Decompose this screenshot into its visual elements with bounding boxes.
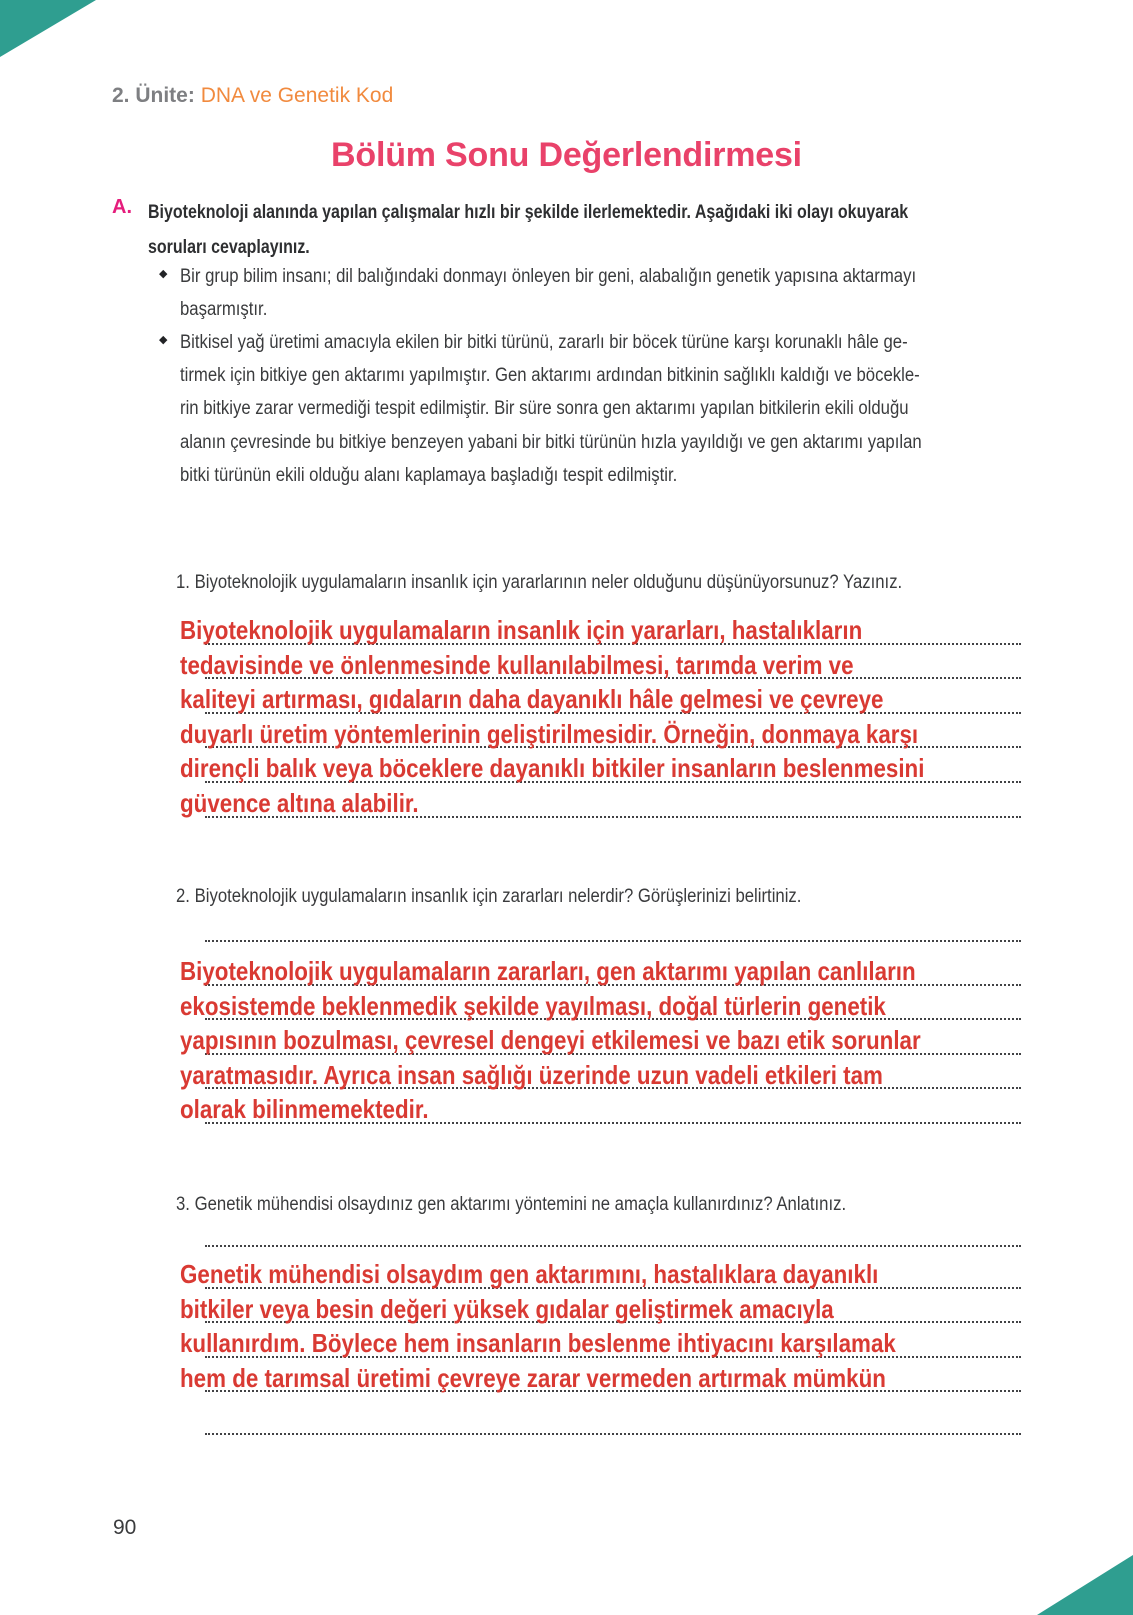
unit-title: DNA ve Genetik Kod <box>200 84 394 107</box>
bullet-line: alanın çevresinde bu bitkiye benzeyen yabani bir bitki türünün hızla yayıldığı ve gen aktarımı yapılan <box>180 431 922 453</box>
answer-line: Genetik mühendisi olsaydım gen aktarımını, hastalıklara dayanıklı <box>180 1257 1030 1292</box>
answer-line: hem de tarımsal üretimi çevreye zarar vermeden artırmak mümkün <box>180 1361 1030 1396</box>
dotted-answer-rule <box>205 1245 1021 1247</box>
question-number: 2. <box>176 886 190 907</box>
answer-3 <box>180 1257 1030 1395</box>
corner-accent-top-left <box>0 0 96 57</box>
question-1 <box>176 570 1001 596</box>
answer-line: bitkiler veya besin değeri yüksek gıdalar geliştirmek amacıyla <box>180 1292 1030 1327</box>
answer-line: Biyoteknolojik uygulamaların zararları, gen aktarımı yapılan canlıların <box>180 954 1030 989</box>
answer-line: kullanırdım. Böylece hem insanların beslenme ihtiyacını karşılamak <box>180 1326 1030 1361</box>
bullet-line: başarmıştır. <box>180 299 268 321</box>
unit-header <box>112 84 393 108</box>
instruction-line: Biyoteknoloji alanında yapılan çalışmalar hızlı bir şekilde ilerlemektedir. Aşağıdaki iki olayı okuyarak <box>148 201 909 223</box>
dotted-answer-rule <box>205 1433 1021 1435</box>
question-number: 1. <box>176 572 190 593</box>
dotted-answer-rule <box>205 940 1021 942</box>
bullet-line: Bitkisel yağ üretimi amacıyla ekilen bir bitki türünü, zararlı bir böcek türüne karşı korunaklı hâle ge- <box>180 332 908 353</box>
section-a-label: A. <box>112 196 132 218</box>
diamond-bullet-icon: ◆ <box>159 268 168 280</box>
answer-line: tedavisinde ve önlenmesinde kullanılabilmesi, tarımda verim ve <box>180 648 1030 683</box>
page-number: 90 <box>113 1516 137 1539</box>
page-title: Bölüm Sonu Değerlendirmesi <box>331 136 802 174</box>
corner-accent-bottom-right <box>1037 1555 1133 1615</box>
answer-line: duyarlı üretim yöntemlerinin geliştirilmesidir. Örneğin, donmaya karşı <box>180 717 1030 752</box>
question-2 <box>176 884 887 910</box>
bullet-line: Bir grup bilim insanı; dil balığındaki donmayı önleyen bir geni, alabalığın genetik yapısına aktarmayı <box>180 266 917 287</box>
bullet-item <box>159 326 1023 492</box>
answer-line: yapısının bozulması, çevresel dengeyi etkilemesi ve bazı etik sorunlar <box>180 1023 1030 1058</box>
answer-2 <box>180 954 1030 1127</box>
answer-line: yaratmasıdır. Ayrıca insan sağlığı üzerinde uzun vadeli etkileri tam <box>180 1058 1030 1093</box>
answer-line: kaliteyi artırması, gıdaların daha dayanıklı hâle gelmesi ve çevreye <box>180 682 1030 717</box>
answer-line: Biyoteknolojik uygulamaların insanlık için yararları, hastalıkların <box>180 613 1030 648</box>
bullet-line: bitki türünün ekili olduğu alanı kaplamaya başladığı tespit edilmiştir. <box>180 464 678 486</box>
answer-line: ekosistemde beklenmedik şekilde yayılması, doğal türlerin genetik <box>180 989 1030 1024</box>
question-text: Biyoteknolojik uygulamaların insanlık için yararlarının neler olduğunu düşünüyorsunuz? Yazınız. <box>194 572 903 593</box>
instruction-line: soruları cevaplayınız. <box>148 236 310 259</box>
bullet-item <box>159 260 1016 326</box>
question-number: 3. <box>176 1194 190 1215</box>
unit-label: 2. Ünite: <box>112 84 195 107</box>
diamond-bullet-icon: ◆ <box>159 334 168 346</box>
bullet-line: tirmek için bitkiye gen aktarımı yapılmıştır. Gen aktarımı ardından bitkinin sağlıklı kaldığı ve böcekle- <box>180 365 920 387</box>
question-text: Genetik mühendisi olsaydınız gen aktarımı yöntemini ne amaçla kullanırdınız? Anlatınız. <box>194 1194 847 1215</box>
question-3 <box>176 1192 937 1218</box>
bullet-line: rin bitkiye zarar vermediği tespit edilmiştir. Bir süre sonra gen aktarımı yapılan bitkilerin ekili olduğu <box>180 398 909 420</box>
answer-line: dirençli balık veya böceklere dayanıklı bitkiler insanların beslenmesini <box>180 751 1030 786</box>
question-text: Biyoteknolojik uygulamaların insanlık için zararları nelerdir? Görüşlerinizi belirtiniz. <box>194 886 802 907</box>
answer-1 <box>180 613 1030 821</box>
answer-line: olarak bilinmemektedir. <box>180 1092 1030 1127</box>
answer-line: güvence altına alabilir. <box>180 786 1030 821</box>
section-a-instruction <box>148 195 1075 265</box>
